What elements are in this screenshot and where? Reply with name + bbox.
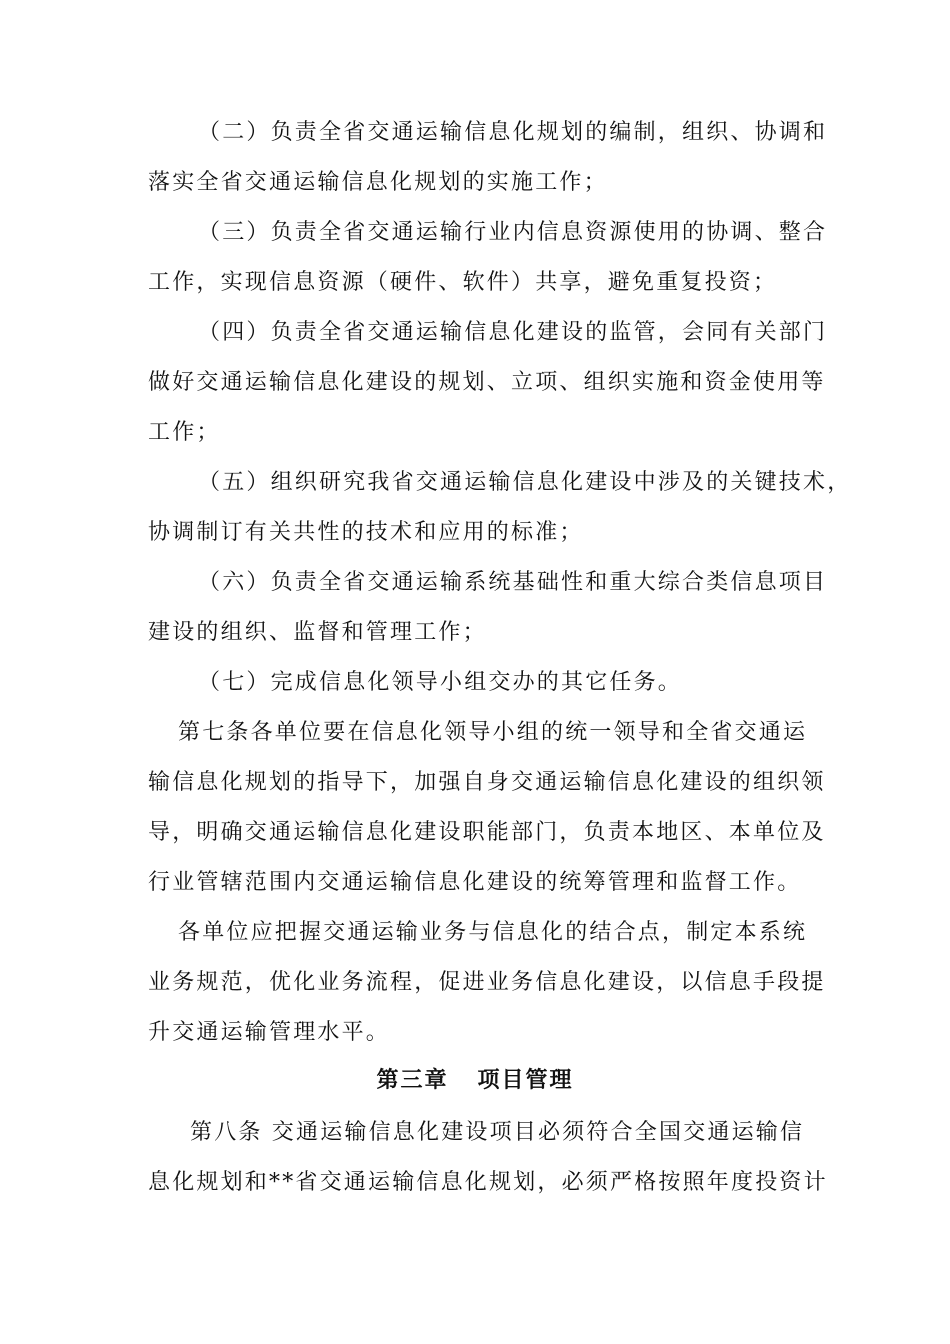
paragraph-line: 第八条 交通运输信息化建设项目必须符合全国交通运输信 [190, 1120, 805, 1145]
paragraph-line: （二）负责全省交通运输信息化规划的编制，组织、协调和 [198, 120, 828, 145]
paragraph-line: （六）负责全省交通运输系统基础性和重大综合类信息项目 [198, 570, 828, 595]
paragraph-line: （七）完成信息化领导小组交办的其它任务。 [198, 670, 683, 695]
paragraph-line: 工作； [148, 420, 221, 445]
paragraph-line: 协调制订有关共性的技术和应用的标准； [148, 520, 584, 545]
paragraph-line: 落实全省交通运输信息化规划的实施工作； [148, 170, 608, 195]
paragraph-line: 业务规范，优化业务流程，促进业务信息化建设，以信息手段提 [148, 970, 826, 995]
chapter-heading [0, 1066, 950, 1096]
paragraph-line: 行业管辖范围内交通运输信息化建设的统筹管理和监督工作。 [148, 870, 802, 895]
paragraph-line: 各单位应把握交通运输业务与信息化的结合点，制定本系统 [178, 920, 808, 945]
paragraph-line: 息化规划和**省交通运输信息化规划，必须严格按照年度投资计 [148, 1170, 828, 1195]
paragraph-line: 做好交通运输信息化建设的规划、立项、组织实施和资金使用等 [148, 370, 826, 395]
paragraph-line: 升交通运输管理水平。 [148, 1020, 391, 1045]
paragraph-line: （三）负责全省交通运输行业内信息资源使用的协调、整合 [198, 220, 828, 245]
paragraph-line: （四）负责全省交通运输信息化建设的监管，会同有关部门 [198, 320, 828, 345]
paragraph-line: 建设的组织、监督和管理工作； [148, 620, 487, 645]
paragraph-line: 第七条各单位要在信息化领导小组的统一领导和全省交通运 [178, 720, 808, 745]
paragraph-line: 输信息化规划的指导下，加强自身交通运输信息化建设的组织领 [148, 770, 826, 795]
paragraph-line: 工作，实现信息资源（硬件、软件）共享，避免重复投资； [148, 270, 778, 295]
chapter-heading-text: 第三章 项目管理 [376, 1068, 574, 1093]
paragraph-line: （五）组织研究我省交通运输信息化建设中涉及的关键技术， [198, 470, 852, 495]
paragraph-line: 导，明确交通运输信息化建设职能部门，负责本地区、本单位及 [148, 820, 826, 845]
